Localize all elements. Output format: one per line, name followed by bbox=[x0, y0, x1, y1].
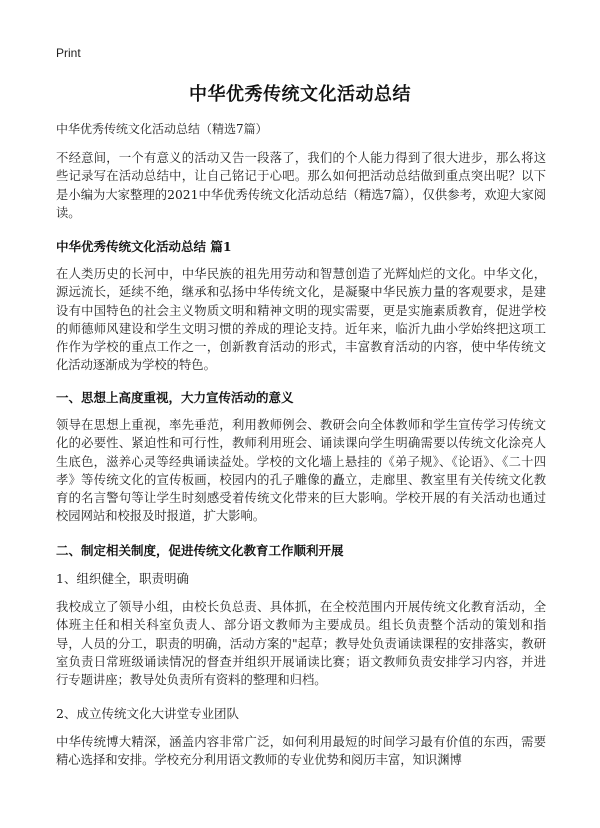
section-1-title: 中华优秀传统文化活动总结 篇1 bbox=[56, 239, 232, 254]
subheading-b1: 1、组织健全，职责明确 bbox=[56, 571, 189, 586]
print-link[interactable]: Print bbox=[56, 46, 81, 60]
subheading-b2: 2、成立传统文化大讲堂专业团队 bbox=[56, 706, 239, 721]
heading-b: 二、制定相关制度，促进传统文化教育工作顺利开展 bbox=[56, 543, 344, 558]
heading-a: 一、思想上高度重视，大力宣传活动的意义 bbox=[56, 390, 294, 405]
paragraph-b1: 我校成立了领导小组，由校长负总责、具体抓，在全校范围内开展传统文化教育活动，全体班主任和相关科室负责人、部分语文教师为主要成员。组长负责整个活动的策划和指导，人员的分工，职责的明确，活动方案的"起草；教导处负责诵读课程的安排落实，教研室负责日常班级诵读情况的督查并组织开展诵读比赛；语文教师负责安排学习内容，并进行专题讲座；教导处负责所有资料的整理和归档。 bbox=[56, 600, 546, 688]
paragraph-b2: 中华传统博大精深，涵盖内容非常广泛，如何利用最短的时间学习最有价值的东西，需要精心选择和安排。学校充分利用语文教师的专业优势和阅历丰富，知识渊博 bbox=[56, 735, 546, 768]
paragraph-a: 领导在思想上重视，率先垂范，利用教师例会、教研会向全体教师和学生宣传学习传统文化的必要性、紧迫性和可行性，教师利用班会、诵读课向学生明确需要以传统文化涂亮人生底色，滋养心灵等经典诵读益处。学校的文化墙上悬挂的《弟子规》、《论语》、《二十四孝》等传统文化的宣传板画，校园内的孔子雕像的矗立，走廊里、教室里有关传统文化教育的名言警句等让学生时刻感受着传统文化带来的巨大影响。学校开展的有关活动也通过校园网站和校报及时报道，扩大影响。 bbox=[56, 418, 546, 524]
document-title: 中华优秀传统文化活动总结 bbox=[189, 84, 411, 105]
document-subtitle: 中华优秀传统文化活动总结（精选7篇） bbox=[56, 122, 268, 136]
intro-paragraph: 不经意间，一个有意义的活动又告一段落了，我们的个人能力得到了很大进步，那么将这些记录写在活动总结中，让自己铭记于心吧。那么如何把活动总结做到重点突出呢？以下是小编为大家整理的2021中华优秀传统文化活动总结（精选7篇），仅供参考，欢迎大家阅读。 bbox=[56, 151, 546, 220]
section-1-paragraph: 在人类历史的长河中，中华民族的祖先用劳动和智慧创造了光辉灿烂的文化。中华文化，源远流长，延续不绝，继承和弘扬中华传统文化，是凝聚中华民族力量的客观要求，是建设有中国特色的社会主义物质文明和精神文明的现实需要，更是实施素质教育，促进学校的师德师风建设和学生文明习惯的养成的理论支持。近年来，临沂九曲小学始终把这项工作作为学校的重点工作之一，创新教育活动的形式，丰富教育活动的内容，使中华传统文化活动逐渐成为学校的特色。 bbox=[56, 267, 546, 373]
